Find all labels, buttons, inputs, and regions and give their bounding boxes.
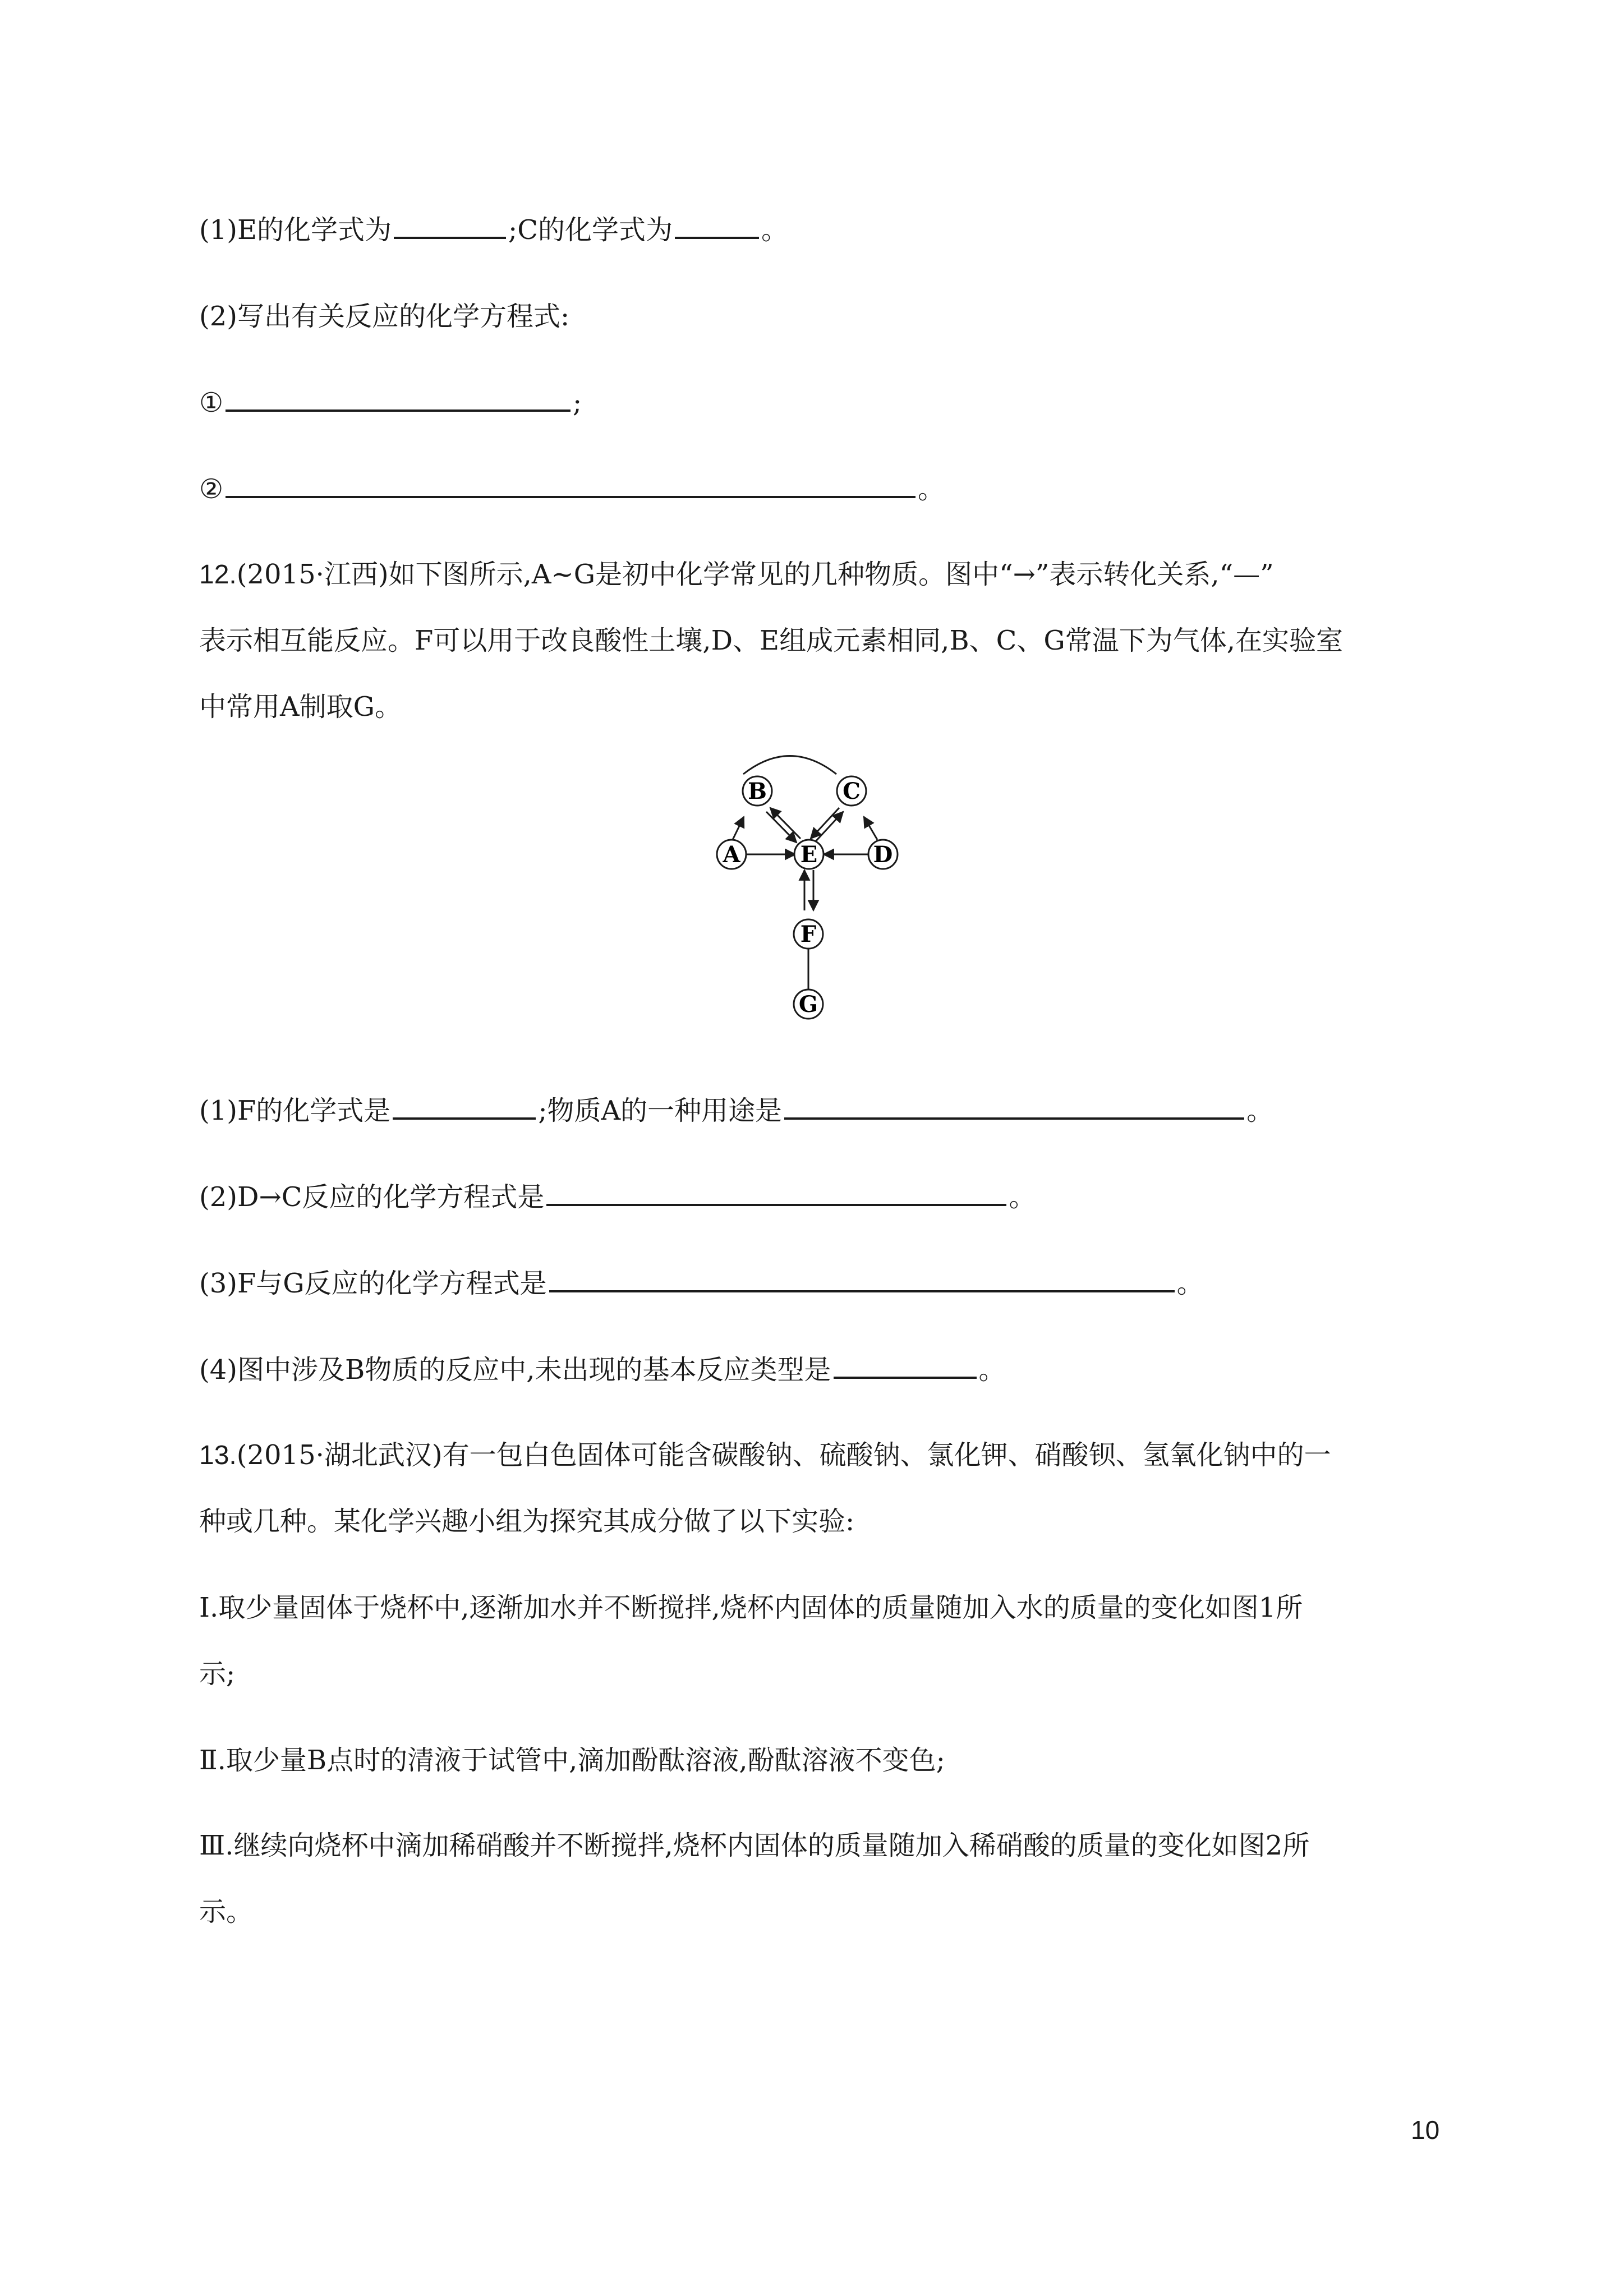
- q12-number: 12.: [199, 560, 237, 590]
- q13-step-3-line-1: Ⅲ.继续向烧杯中滴加稀硝酸并不断搅拌,烧杯内固体的质量随加入稀硝酸的质量的变化如图2所: [199, 1830, 1310, 1861]
- answer-blank-f-formula[interactable]: [393, 1093, 536, 1120]
- page-number: 10: [1411, 2115, 1440, 2145]
- q13-stem-line-2: 种或几种。某化学兴趣小组为探究其成分做了以下实验:: [199, 1506, 855, 1537]
- node-e: [794, 840, 823, 869]
- q12-sub4-text-a: (4)图中涉及B物质的反应中,未出现的基本反应类型是: [199, 1354, 831, 1386]
- q11-equation-1: [199, 385, 582, 421]
- q12-sub2-text-a: (2)D→C反应的化学方程式是: [199, 1181, 545, 1213]
- q11-part2: (2)写出有关反应的化学方程式:: [199, 301, 570, 332]
- q11-eq1-end: ;: [573, 387, 582, 418]
- answer-blank-equation-2[interactable]: [226, 471, 915, 498]
- q11-eq1-label: ①: [199, 387, 224, 418]
- node-g: [794, 990, 823, 1019]
- q11-equation-2: [199, 471, 945, 507]
- arrow-c-to-e: [811, 808, 839, 839]
- arrow-d-to-c: [864, 817, 877, 840]
- q13-stem-line-1: [199, 1437, 1331, 1474]
- q12-sub1-text-a: (1)F的化学式是: [199, 1095, 391, 1126]
- arrow-b-to-e: [766, 812, 797, 843]
- answer-blank-reaction-type[interactable]: [834, 1352, 977, 1379]
- q13-step-1-line-1: Ⅰ.取少量固体于烧杯中,逐渐加水并不断搅拌,烧杯内固体的质量随加入水的质量的变化如图1所: [199, 1592, 1303, 1623]
- node-a: [717, 840, 746, 869]
- q12-sub1-text-b: ;物质A的一种用途是: [538, 1095, 783, 1126]
- q11-part1-text-b: ;C的化学式为: [508, 214, 673, 246]
- svg-text:D: D: [873, 841, 893, 868]
- svg-text:C: C: [843, 778, 861, 804]
- q12-sub4-text-b: 。: [978, 1354, 1006, 1386]
- arrow-e-to-c: [815, 812, 843, 843]
- q12-stem-line-2: 表示相互能反应。F可以用于改良酸性土壤,D、E组成元素相同,B、C、G常温下为气体,在实验室: [199, 625, 1343, 656]
- answer-blank-a-usage[interactable]: [784, 1093, 1244, 1120]
- q12-stem-text-1: (2015·江西)如下图所示,A~G是初中化学常见的几种物质。图中“→”表示转化关系,“—”: [236, 559, 1274, 590]
- answer-blank-f-g-equation[interactable]: [549, 1266, 1175, 1292]
- node-f: [794, 919, 823, 949]
- node-d: [868, 840, 898, 869]
- q13-stem-text-1: (2015·湖北武汉)有一包白色固体可能含碳酸钠、硫酸钠、氯化钾、硝酸钡、氢氧化钠中的一: [236, 1439, 1331, 1471]
- answer-blank-equation-1[interactable]: [226, 385, 571, 412]
- q12-sub-2: [199, 1179, 1036, 1215]
- svg-text:B: B: [748, 778, 767, 804]
- q11-part1: [199, 212, 788, 248]
- answer-blank-d-to-c-equation[interactable]: [546, 1179, 1006, 1206]
- q12-sub-4: [199, 1352, 1006, 1388]
- reaction-diagram: [707, 752, 931, 1043]
- q13-number: 13.: [199, 1441, 237, 1470]
- q11-part1-text-c: 。: [761, 214, 788, 246]
- arrow-a-to-b: [733, 817, 744, 840]
- arrow-e-to-b: [770, 808, 801, 839]
- svg-text:E: E: [800, 841, 818, 868]
- q11-eq2-end: 。: [918, 473, 945, 505]
- node-c: [837, 776, 866, 806]
- q12-sub-1: [199, 1093, 1273, 1129]
- q12-sub1-text-c: 。: [1246, 1095, 1274, 1126]
- q11-part1-text-a: (1)E的化学式为: [199, 214, 392, 246]
- q12-stem-line-3: 中常用A制取G。: [199, 691, 402, 723]
- svg-text:G: G: [798, 991, 818, 1018]
- q12-sub3-text-a: (3)F与G反应的化学方程式是: [199, 1268, 547, 1299]
- node-b: [743, 776, 772, 806]
- b-c-reaction-arc: [743, 756, 836, 775]
- q12-sub-3: [199, 1266, 1204, 1301]
- q12-sub2-text-b: 。: [1009, 1181, 1036, 1213]
- answer-blank-e-formula[interactable]: [394, 212, 506, 239]
- answer-blank-c-formula[interactable]: [675, 212, 759, 239]
- q13-step-2: Ⅱ.取少量B点时的清液于试管中,滴加酚酞溶液,酚酞溶液不变色;: [199, 1745, 945, 1776]
- svg-text:F: F: [800, 921, 817, 947]
- q12-stem-line-1: [199, 556, 1274, 593]
- q11-eq2-label: ②: [199, 473, 224, 505]
- svg-text:A: A: [723, 841, 740, 868]
- q12-sub3-text-b: 。: [1176, 1268, 1204, 1299]
- q13-step-3-line-2: 示。: [199, 1896, 254, 1927]
- q13-step-1-line-2: 示;: [199, 1658, 236, 1690]
